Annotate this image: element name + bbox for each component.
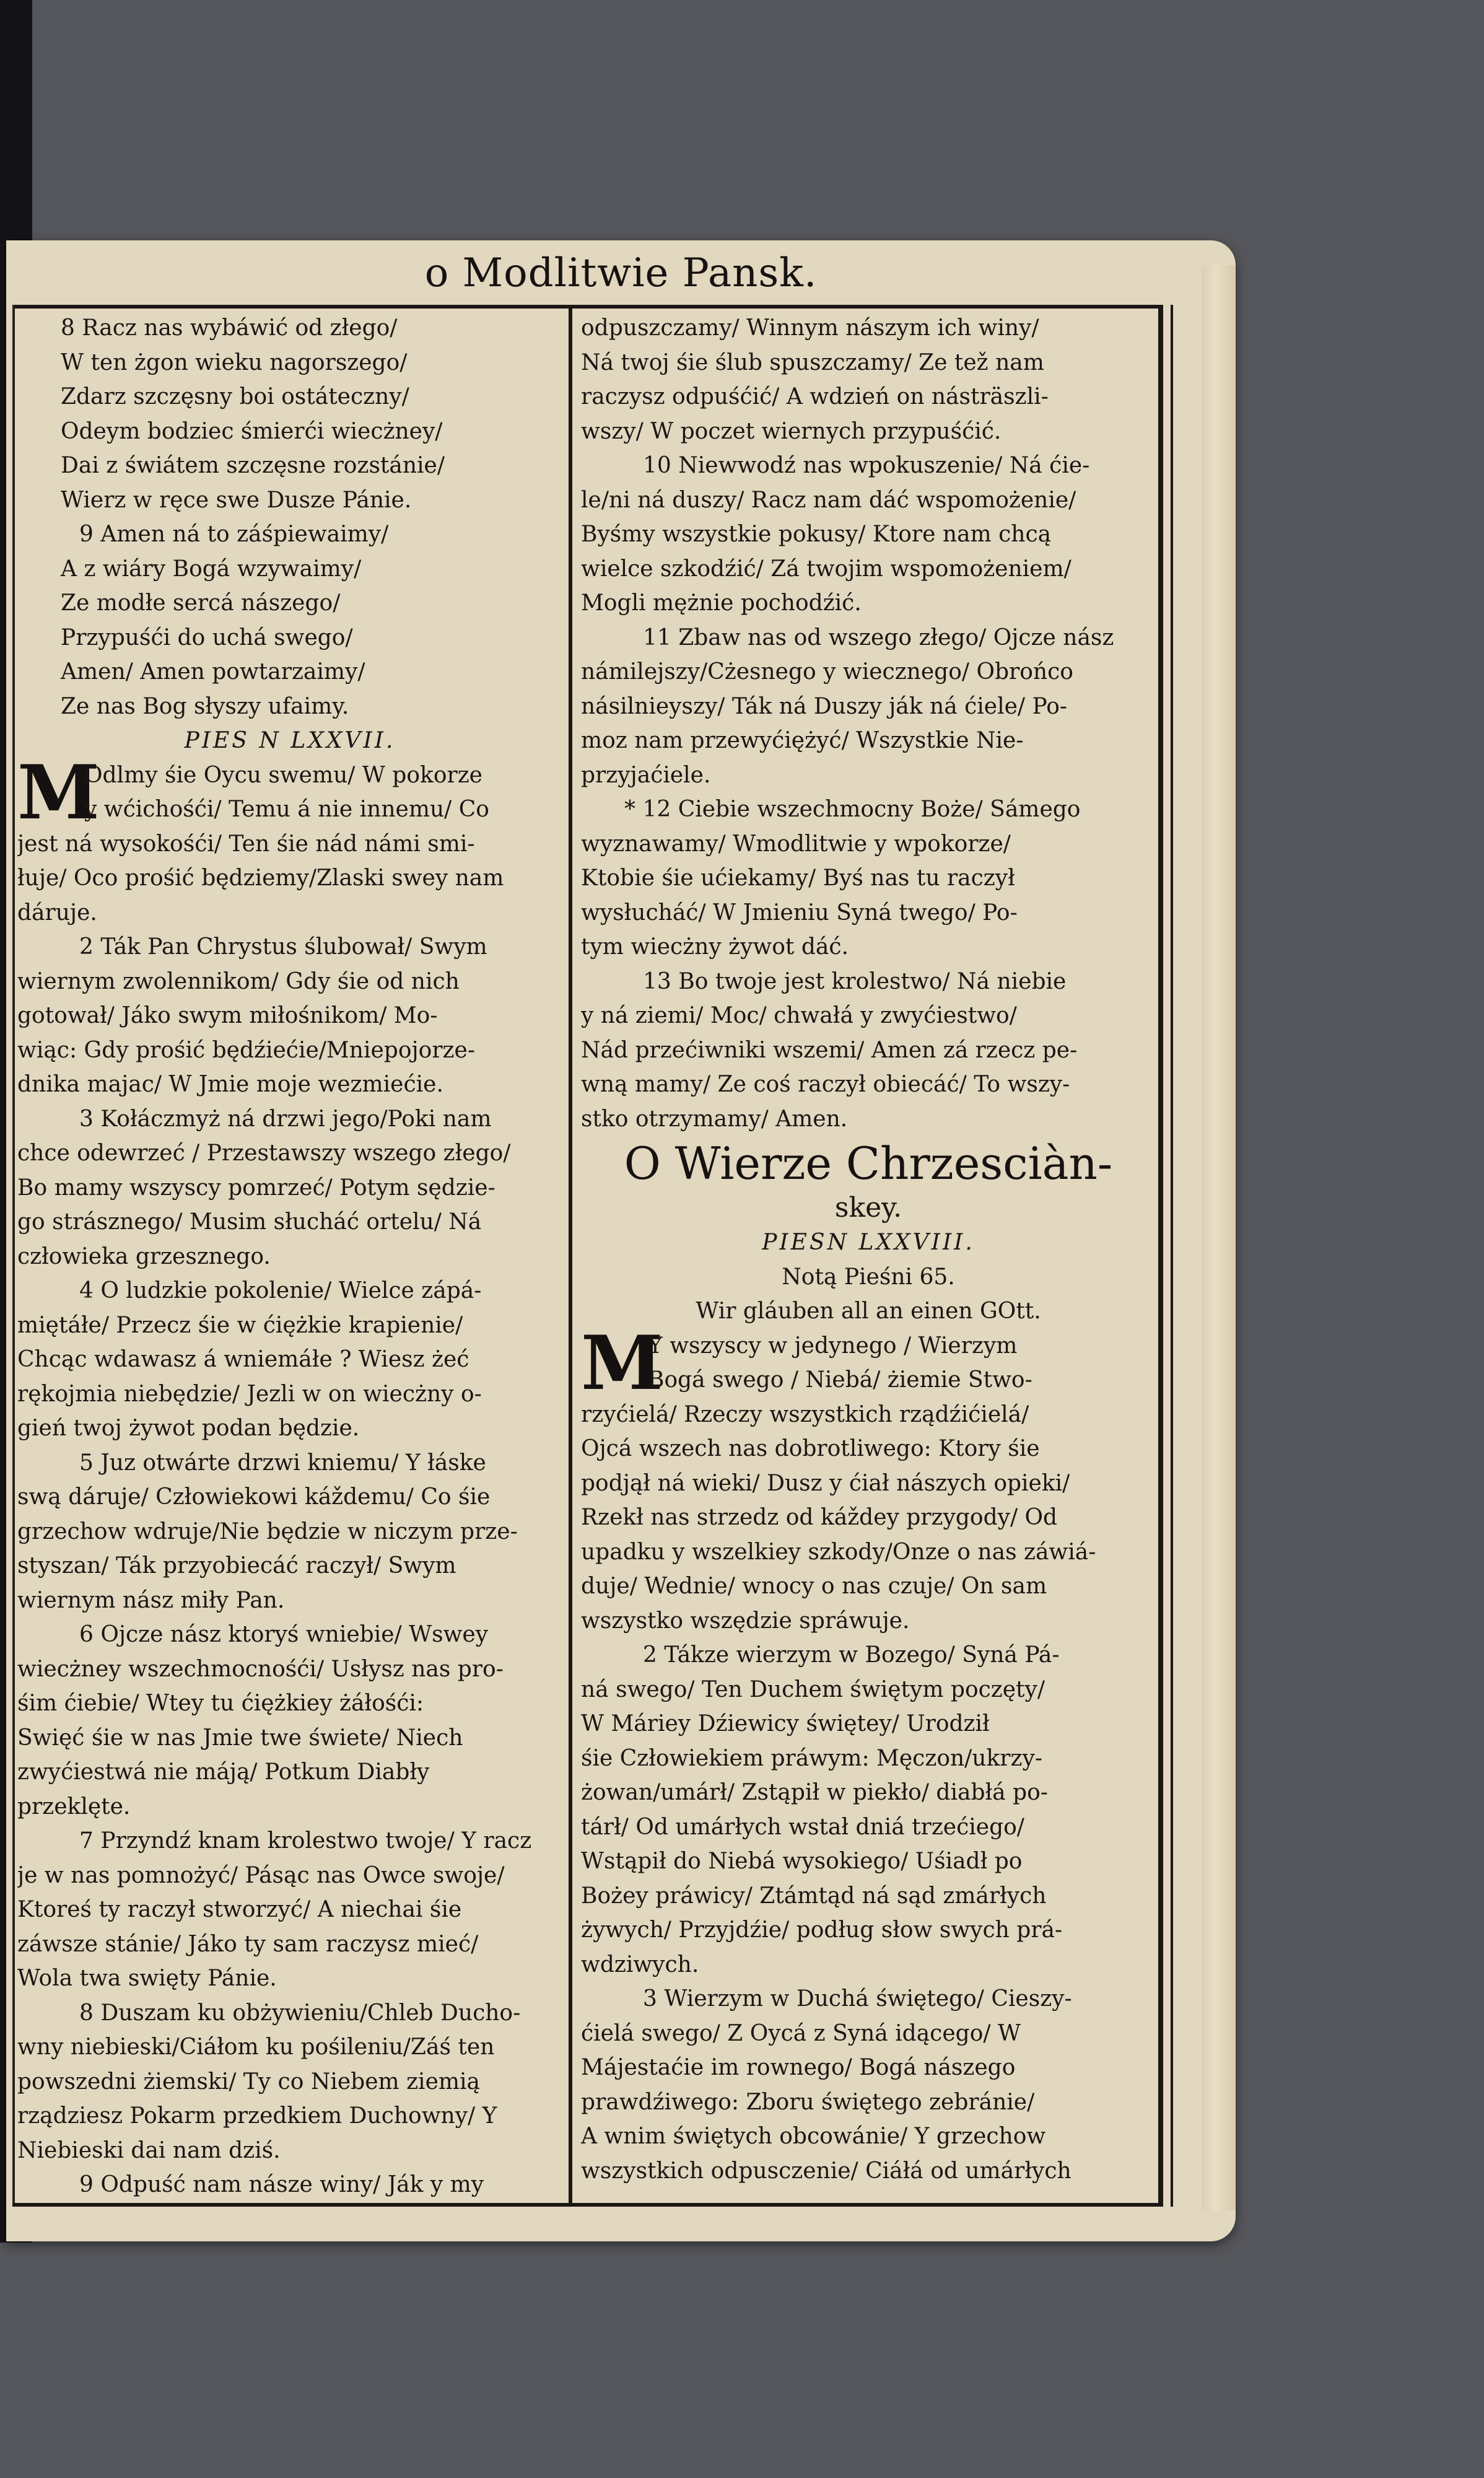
text-line: stko otrzymamy/ Amen. xyxy=(581,1106,848,1132)
text-line: Y wszyscy w jedynego / Wierzym xyxy=(648,1333,1018,1359)
text-line: żowan/umárł/ Zstąpił w piekło/ diabłá po- xyxy=(581,1780,1048,1805)
text-line: 11 Zbaw nas od wszego złego/ Ojcze nász xyxy=(643,624,1114,650)
text-line: grzechow wdruje/Nie będzie w niczym prze- xyxy=(17,1518,518,1544)
text-line: W Máriey Dźiewicy świętey/ Urodził xyxy=(581,1711,990,1736)
text-line: moz nam przewyćiężyć/ Wszystkie Nie- xyxy=(581,728,1024,753)
text-line: wny niebieski/Ciáłom ku pośileniu/Záś ten xyxy=(17,2034,495,2060)
text-line: Bożey práwicy/ Ztámtąd ná sąd zmárłych xyxy=(581,1883,1047,1909)
text-line: 9 Amen ná to záśpiewaimy/ xyxy=(79,522,389,547)
text-line: Przypuśći do uchá swego/ xyxy=(61,624,353,650)
text-line: 2 Tákze wierzym w Bozego/ Syná Pá- xyxy=(643,1642,1060,1668)
text-line: go strásznego/ Musim słucháć ortelu/ Ná xyxy=(17,1209,482,1235)
song-heading: PIES N LXXVII. xyxy=(184,728,396,753)
text-line: 5 Juz otwárte drzwi kniemu/ Y łáske xyxy=(79,1450,486,1476)
text-line: tym wiecżny żywot dáć. xyxy=(581,934,849,960)
text-line: podjął ná wieki/ Dusz y ćiał nászych opieki/ xyxy=(581,1470,1070,1496)
text-line: prawdźiwego: Zboru świętego zebránie/ xyxy=(581,2089,1035,2115)
text-line: Odeym bodziec śmierći wiecżney/ xyxy=(61,418,443,444)
text-line: wdziwych. xyxy=(581,1951,699,1977)
right-frame-rule-outer xyxy=(1171,305,1173,2207)
text-line: 7 Przyndź knam krolestwo twoje/ Y racz xyxy=(79,1828,532,1854)
text-line: wyznawamy/ Wmodlitwie y wpokorze/ xyxy=(581,831,1011,857)
text-line: Nád przećiwniki wszemi/ Amen zá rzecz pe- xyxy=(581,1037,1078,1063)
text-line: gotował/ Jáko swym miłośnikom/ Mo- xyxy=(17,1003,438,1028)
text-line: A z wiáry Bogá wzywaimy/ xyxy=(61,556,362,582)
book-page xyxy=(6,240,1236,2241)
text-line: Swięć śie w nas Jmie twe świete/ Niech xyxy=(17,1725,463,1751)
german-hymn-title: Wir gláuben all an einen GOtt. xyxy=(696,1298,1041,1324)
text-line: wiąc: Gdy prośić będźiećie/Mniepojorze- xyxy=(17,1037,475,1063)
text-line: Wierz w ręce swe Dusze Pánie. xyxy=(61,487,412,513)
text-line: dáruje. xyxy=(17,900,97,926)
right-column-bottom xyxy=(581,1398,1156,2189)
text-line: 8 Duszam ku obżywieniu/Chleb Ducho- xyxy=(79,2000,521,2026)
text-line: miętáłe/ Przecz śie w ćiężkie krapienie/ xyxy=(17,1312,463,1338)
text-line: zwyćiestwá nie máją/ Potkum Diabły xyxy=(17,1759,430,1785)
top-rule xyxy=(12,305,1161,309)
text-line: A wnim świętych obcowánie/ Y grzechow xyxy=(581,2124,1046,2149)
text-line: śie Człowiekiem práwym: Męczon/ukrzy- xyxy=(581,1745,1042,1771)
text-line: 8 Racz nas wybáwić od złego/ xyxy=(61,315,398,341)
text-line: dnika majac/ W Jmie moje wezmiećie. xyxy=(17,1072,443,1097)
running-head: o Modlitwie Pansk. xyxy=(424,250,818,296)
text-line: 4 O ludzkie pokolenie/ Wielce zápá- xyxy=(79,1278,482,1303)
bottom-rule xyxy=(12,2203,1161,2207)
text-line: * 12 Ciebie wszechmocny Boże/ Sámego xyxy=(624,797,1081,822)
text-line: wną mamy/ Ze coś raczył obiecáć/ To wszy- xyxy=(581,1072,1070,1097)
text-line: 10 Niewwodź nas wpokuszenie/ Ná ćie- xyxy=(643,453,1090,478)
text-line: ná swego/ Ten Duchem świętym poczęty/ xyxy=(581,1676,1045,1702)
text-line: gień twoj żywot podan będzie. xyxy=(17,1416,360,1441)
text-line: Ktoreś ty raczył stworzyć/ A niechai śie xyxy=(17,1897,462,1922)
text-line: człowieka grzesznego. xyxy=(17,1243,271,1269)
text-line: przyjaćiele. xyxy=(581,762,711,788)
text-line: W ten żgon wieku nagorszego/ xyxy=(61,349,408,375)
text-line: wiernym zwolennikom/ Gdy śie od nich xyxy=(17,968,460,994)
text-line: Niebieski dai nam dziś. xyxy=(17,2137,281,2163)
text-line: 2 Ták Pan Chrystus ślubował/ Swym xyxy=(79,934,487,960)
left-column xyxy=(17,311,562,2202)
text-line: wszystko wszędzie spráwuje. xyxy=(581,1608,910,1634)
column-divider xyxy=(569,309,572,2204)
dropcap-letter: M xyxy=(17,748,100,836)
text-line: Ojcá wszech nas dobrotliwego: Ktory śie xyxy=(581,1436,1040,1461)
right-column-top xyxy=(581,311,1156,1136)
text-line: styszan/ Ták przyobiecáć raczył/ Swym xyxy=(17,1553,456,1578)
text-line: wszystkich odpusczenie/ Ciáłá od umárłych xyxy=(581,2158,1072,2184)
dropcap-paragraph-start xyxy=(581,1319,1156,1407)
text-line: wszy/ W poczet wiernych przypuśćić. xyxy=(581,418,1002,444)
text-line: rzyćielá/ Rzeczy wszystkich rządźićielá/ xyxy=(581,1401,1029,1427)
text-line: Ná twoj śie ślub spuszczamy/ Ze tež nam xyxy=(581,349,1044,375)
text-line: le/ni ná duszy/ Racz nam dáć wspomożenie/ xyxy=(581,487,1076,513)
text-line: 13 Bo twoje jest krolestwo/ Ná niebie xyxy=(643,968,1067,994)
text-line: Amen/ Amen powtarzaimy/ xyxy=(61,659,365,685)
text-line: Bo mamy wszyscy pomrzeć/ Potym sędzie- xyxy=(17,1175,495,1201)
text-line: Dai z świátem szczęsne rozstánie/ xyxy=(61,453,445,478)
text-line: y wćichośći/ Temu á nie innemu/ Co xyxy=(84,797,489,822)
text-line: námilejszy/Cżesnego y wiecznego/ Obrońco xyxy=(581,659,1073,685)
text-line: żywych/ Przyjdźie/ podług słow swych prá- xyxy=(581,1917,1063,1943)
text-line: Ktobie śie ućiekamy/ Byś nas tu raczył xyxy=(581,865,1015,891)
text-line: raczysz odpuśćić/ A wdzień on násträszli- xyxy=(581,384,1049,409)
right-column xyxy=(581,311,1156,2188)
text-line: rękojmia niebędzie/ Jezli w on wiecżny o- xyxy=(17,1381,482,1407)
text-line: Odlmy śie Oycu swemu/ W pokorze xyxy=(84,762,482,788)
text-line: Mogli mężnie pochodźić. xyxy=(581,590,862,616)
text-line: 6 Ojcze nász ktoryś wniebie/ Wswey xyxy=(79,1622,489,1647)
text-line: 3 Wierzym w Duchá świętego/ Cieszy- xyxy=(643,1986,1072,2012)
text-line: Zdarz szczęsny boi ostáteczny/ xyxy=(61,384,409,409)
right-frame-rule xyxy=(1158,305,1163,2207)
text-line: 3 Kołáczmyż ná drzwi jego/Poki nam xyxy=(79,1106,492,1132)
text-line: swą dáruje/ Człowiekowi káždemu/ Co śie xyxy=(17,1484,491,1510)
text-line: śim ćiebie/ Wtey tu ćiężkiey żáłośći: xyxy=(17,1691,424,1716)
text-line: Ze nas Bog słyszy ufaimy. xyxy=(61,693,349,719)
text-line: Wola twa swięty Pánie. xyxy=(17,1966,277,1991)
text-line: 9 Odpuść nam násze winy/ Ják y my xyxy=(79,2172,484,2197)
text-line: Wstąpił do Niebá wysokiego/ Uśiadł po xyxy=(581,1849,1023,1874)
text-line: upadku y wszelkiey szkody/Onze o nas záwiá- xyxy=(581,1539,1096,1565)
text-line: przeklęte. xyxy=(17,1793,131,1819)
text-line: wiecżney wszechmocnośći/ Usłysz nas pro- xyxy=(17,1656,504,1682)
section-title-continuation: skey. xyxy=(834,1192,902,1224)
song-heading: PIESN LXXVIII. xyxy=(762,1230,975,1255)
text-line: ćielá swego/ Z Oycá z Syná idącego/ W xyxy=(581,2020,1021,2046)
dropcap-letter: M xyxy=(581,1319,663,1407)
text-line: násilnieyszy/ Ták ná Duszy ják ná ćiele/ Po- xyxy=(581,693,1068,719)
nota-line: Notą Pieśni 65. xyxy=(782,1264,955,1290)
text-line: Májestaćie im rownego/ Bogá nászego xyxy=(581,2055,1016,2080)
text-line: wysłucháć/ W Jmieniu Syná twego/ Po- xyxy=(581,900,1018,926)
text-line: je w nas pomnożyć/ Pásąc nas Owce swoje/ xyxy=(17,1862,505,1888)
section-title: O Wierze Chrzesciàn- xyxy=(624,1137,1113,1189)
text-line: wiernym nász miły Pan. xyxy=(17,1587,285,1613)
text-line: Ze modłe sercá nászego/ xyxy=(61,590,341,616)
text-line: Chcąc wdawasz á wniemáłe ? Wiesz żeć xyxy=(17,1347,469,1372)
left-frame-rule xyxy=(12,305,15,2207)
page-edge xyxy=(1202,265,1236,2210)
text-line: Byśmy wszystkie pokusy/ Ktore nam chcą xyxy=(581,522,1052,547)
text-line: jest ná wysokośći/ Ten śie nád námi smi- xyxy=(17,831,475,857)
text-line: záwsze stánie/ Jáko ty sam raczysz mieć/ xyxy=(17,1931,479,1957)
text-line: odpuszczamy/ Winnym nászym ich winy/ xyxy=(581,315,1039,341)
text-line: rządziesz Pokarm przedkiem Duchowny/ Y xyxy=(17,2103,497,2129)
text-line: łuje/ Oco prośić będziemy/Zlaski swey nam xyxy=(17,865,504,891)
text-line: y ná ziemi/ Moc/ chwałá y zwyćiestwo/ xyxy=(581,1003,1017,1028)
text-line: duje/ Wednie/ wnocy o nas czuje/ On sam xyxy=(581,1574,1047,1599)
text-line: Rzekł nas strzedz od káždey przygody/ Od xyxy=(581,1505,1058,1530)
text-line: tárł/ Od umárłych wstał dniá trzećiego/ xyxy=(581,1814,1024,1840)
text-line: chce odewrzeć / Przestawszy wszego złego/ xyxy=(17,1140,511,1166)
dropcap-paragraph-start xyxy=(17,748,562,836)
text-line: powszedni żiemski/ Ty co Niebem ziemią xyxy=(17,2069,480,2095)
text-line: wielce szkodźić/ Zá twojim wspomożeniem/ xyxy=(581,556,1072,582)
text-line: Bogá swego / Niebá/ żiemie Stwo- xyxy=(648,1367,1032,1393)
